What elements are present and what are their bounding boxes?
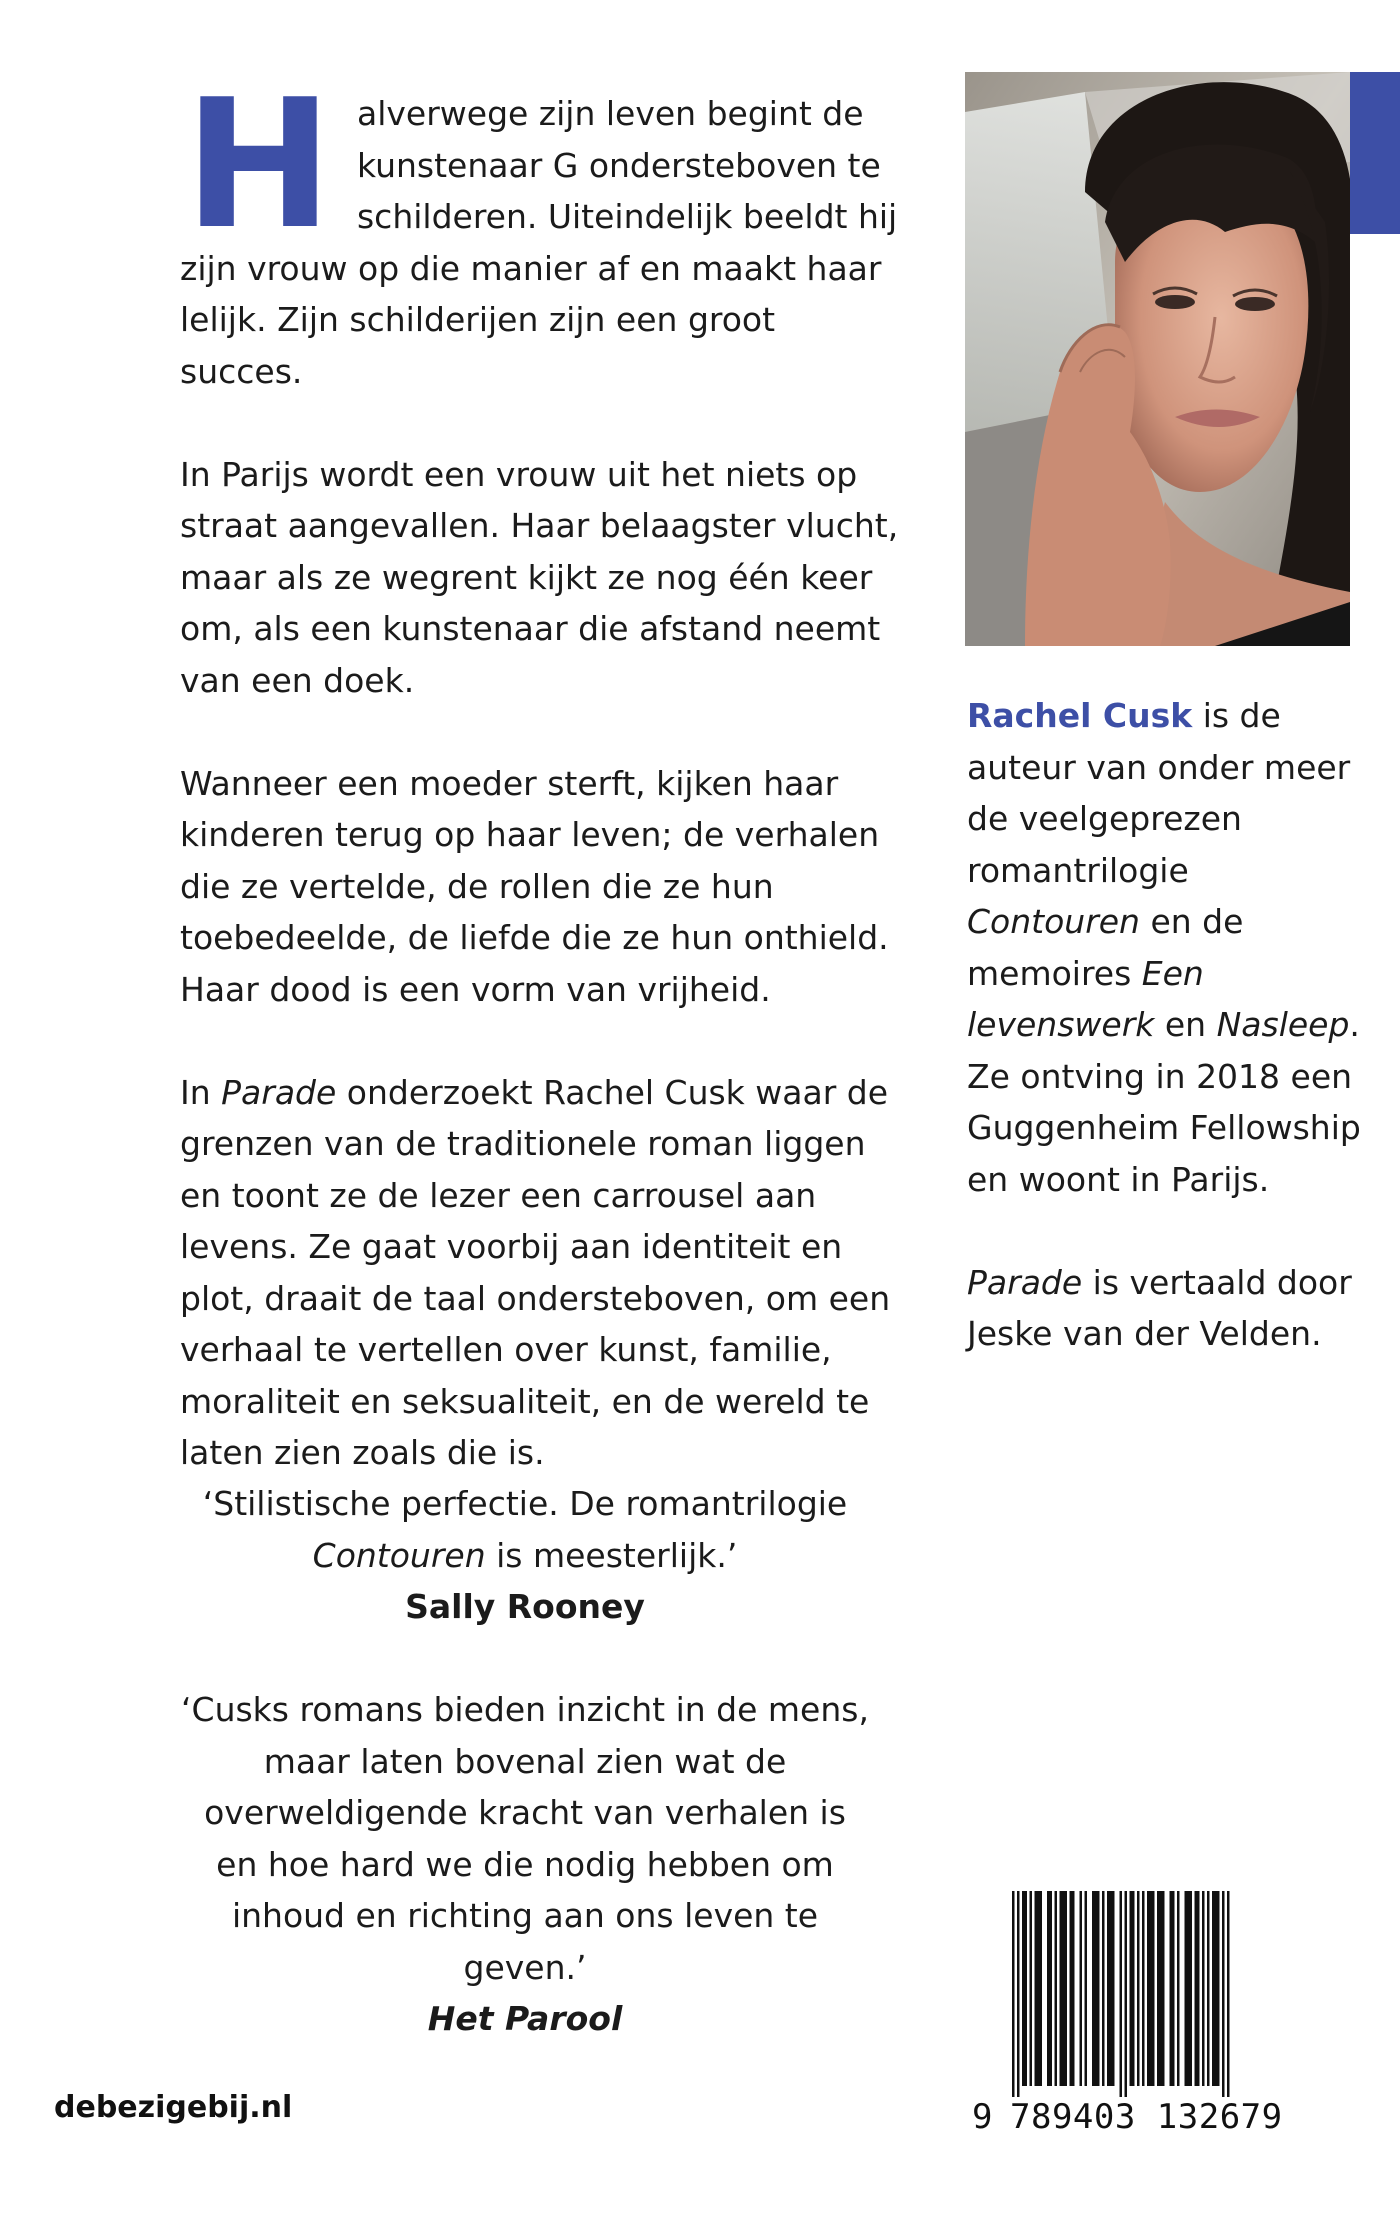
review-quote-1-text-b: is meesterlijk.’: [485, 1535, 738, 1575]
barcode-bar: [1022, 1891, 1027, 2086]
review-quote-1-source: Sally Rooney: [405, 1587, 645, 1626]
review-quote-2: [180, 1684, 870, 2045]
barcode-bar: [1060, 1891, 1068, 2086]
author-name: Rachel Cusk: [967, 696, 1193, 735]
review-quote-2-text: ‘Cusks romans bieden inzicht in de mens, maar laten bovenal zien wat de overweldigende kracht van verhalen is en hoe hard we die nodig hebben om inhoud en richting aan ons leven te geven.’: [181, 1690, 869, 1987]
author-bio: [967, 690, 1367, 1205]
description-paragraph-2: In Parijs wordt een vrouw uit het niets op straat aangevallen. Haar belaagster vlucht, maar als ze wegrent kijkt ze nog één keer om, als een kunstenaar die afstand neemt van een doek.: [180, 454, 899, 700]
paragraph-4-text: onderzoekt Rachel Cusk waar de grenzen van de traditionele roman liggen en toont ze de lezer een carrousel aan levens. Ze gaat voorbij aan identiteit en plot, draait de taal ondersteboven, om een verhaal te vertellen over kunst, familie, moraliteit en seksualiteit, en de wereld te laten zien zoals die is.: [180, 1072, 891, 1472]
barcode-bar: [1055, 1891, 1058, 2086]
barcode-bar: [1120, 1891, 1123, 2101]
barcode-bar: [1035, 1891, 1043, 2086]
drop-cap: H: [184, 61, 333, 268]
barcode-bar: [1030, 1891, 1033, 2086]
barcode-bar: [1080, 1891, 1083, 2086]
barcode-bar: [1212, 1891, 1220, 2086]
author-photo-illustration: [965, 72, 1350, 646]
author-bio-text-2: en de memoires: [967, 902, 1244, 993]
barcode-bar: [1202, 1891, 1205, 2086]
barcode-bars: [972, 1891, 1302, 2101]
barcode-bar: [1017, 1891, 1020, 2101]
translation-note-text: is vertaald door Jeske van der Velden.: [967, 1262, 1352, 1353]
paragraph-4-lead: In: [180, 1072, 222, 1112]
author-bio-text-4: . Ze ontving in 2018 een Guggenheim Fellowship en woont in Parijs.: [967, 1005, 1361, 1199]
book-title-inline: Parade: [221, 1072, 337, 1112]
review-quote-2-source: Het Parool: [427, 1999, 623, 2038]
isbn-barcode: [972, 1891, 1302, 2146]
translation-book-title: Parade: [967, 1262, 1083, 1302]
barcode-bar: [1222, 1891, 1225, 2101]
barcode-bar: [1177, 1891, 1180, 2086]
author-bio-title-1: Contouren: [967, 902, 1140, 941]
paragraph-1-text: alverwege zijn leven begint de kunstenaar G ondersteboven te schilderen. Uiteindelijk beeldt hij zijn vrouw op die manier af en maakt haar lelijk. Zijn schilderijen zijn een groot succes.: [180, 94, 898, 391]
author-bio-title-2: Een levenswerk: [967, 953, 1204, 1044]
accent-bar: [1348, 72, 1400, 234]
isbn-number: 789403 132679: [1010, 2097, 1283, 2137]
publisher-website: debezigebij.nl: [54, 2090, 293, 2125]
barcode-bar: [1070, 1891, 1075, 2086]
barcode-bar: [1102, 1891, 1105, 2086]
barcode-bar: [1185, 1891, 1193, 2086]
barcode-bar: [1130, 1891, 1135, 2086]
barcode-bar: [1012, 1891, 1015, 2101]
review-quotes: [180, 1478, 870, 2096]
review-quote-1: [180, 1478, 870, 1633]
author-bio-text-1: is de auteur van onder meer de veelgeprezen romantrilogie: [967, 696, 1351, 890]
barcode-bar: [1085, 1891, 1088, 2086]
description-paragraph-1: [180, 61, 900, 397]
description-paragraph-3: Wanneer een moeder sterft, kijken haar kinderen terug op haar leven; de verhalen die ze vertelde, de rollen die ze hun toebedeelde, de liefde die ze hun onthield. Haar dood is een vorm van vrijheid.: [180, 763, 889, 1009]
author-bio-text-3: en: [1154, 1005, 1217, 1044]
barcode-bar: [1047, 1891, 1052, 2086]
barcode-bar: [1227, 1891, 1230, 2101]
barcode-bar: [1142, 1891, 1145, 2086]
review-quote-1-title: Contouren: [312, 1535, 486, 1575]
barcode-bar: [1125, 1891, 1128, 2101]
author-photo: [965, 72, 1350, 646]
isbn-lead-digit: 9: [972, 2097, 993, 2137]
translation-note: [967, 1257, 1367, 1360]
barcode-bar: [1147, 1891, 1155, 2086]
barcode-bar: [1195, 1891, 1200, 2086]
review-quote-1-text-a: ‘Stilistische perfectie. De romantrilogie: [202, 1484, 848, 1523]
barcode-bar: [1207, 1891, 1210, 2086]
barcode-bar: [1137, 1891, 1140, 2086]
author-bio-title-3: Nasleep: [1216, 1005, 1350, 1044]
barcode-bar: [1092, 1891, 1100, 2086]
barcode-bar: [1157, 1891, 1165, 2086]
description-column: [180, 61, 900, 1530]
barcode-bar: [1170, 1891, 1175, 2086]
isbn-digits: [972, 2097, 1302, 2143]
barcode-bar: [1107, 1891, 1115, 2086]
description-paragraph-4: [180, 1067, 900, 1479]
author-bio-column: [967, 690, 1367, 1411]
